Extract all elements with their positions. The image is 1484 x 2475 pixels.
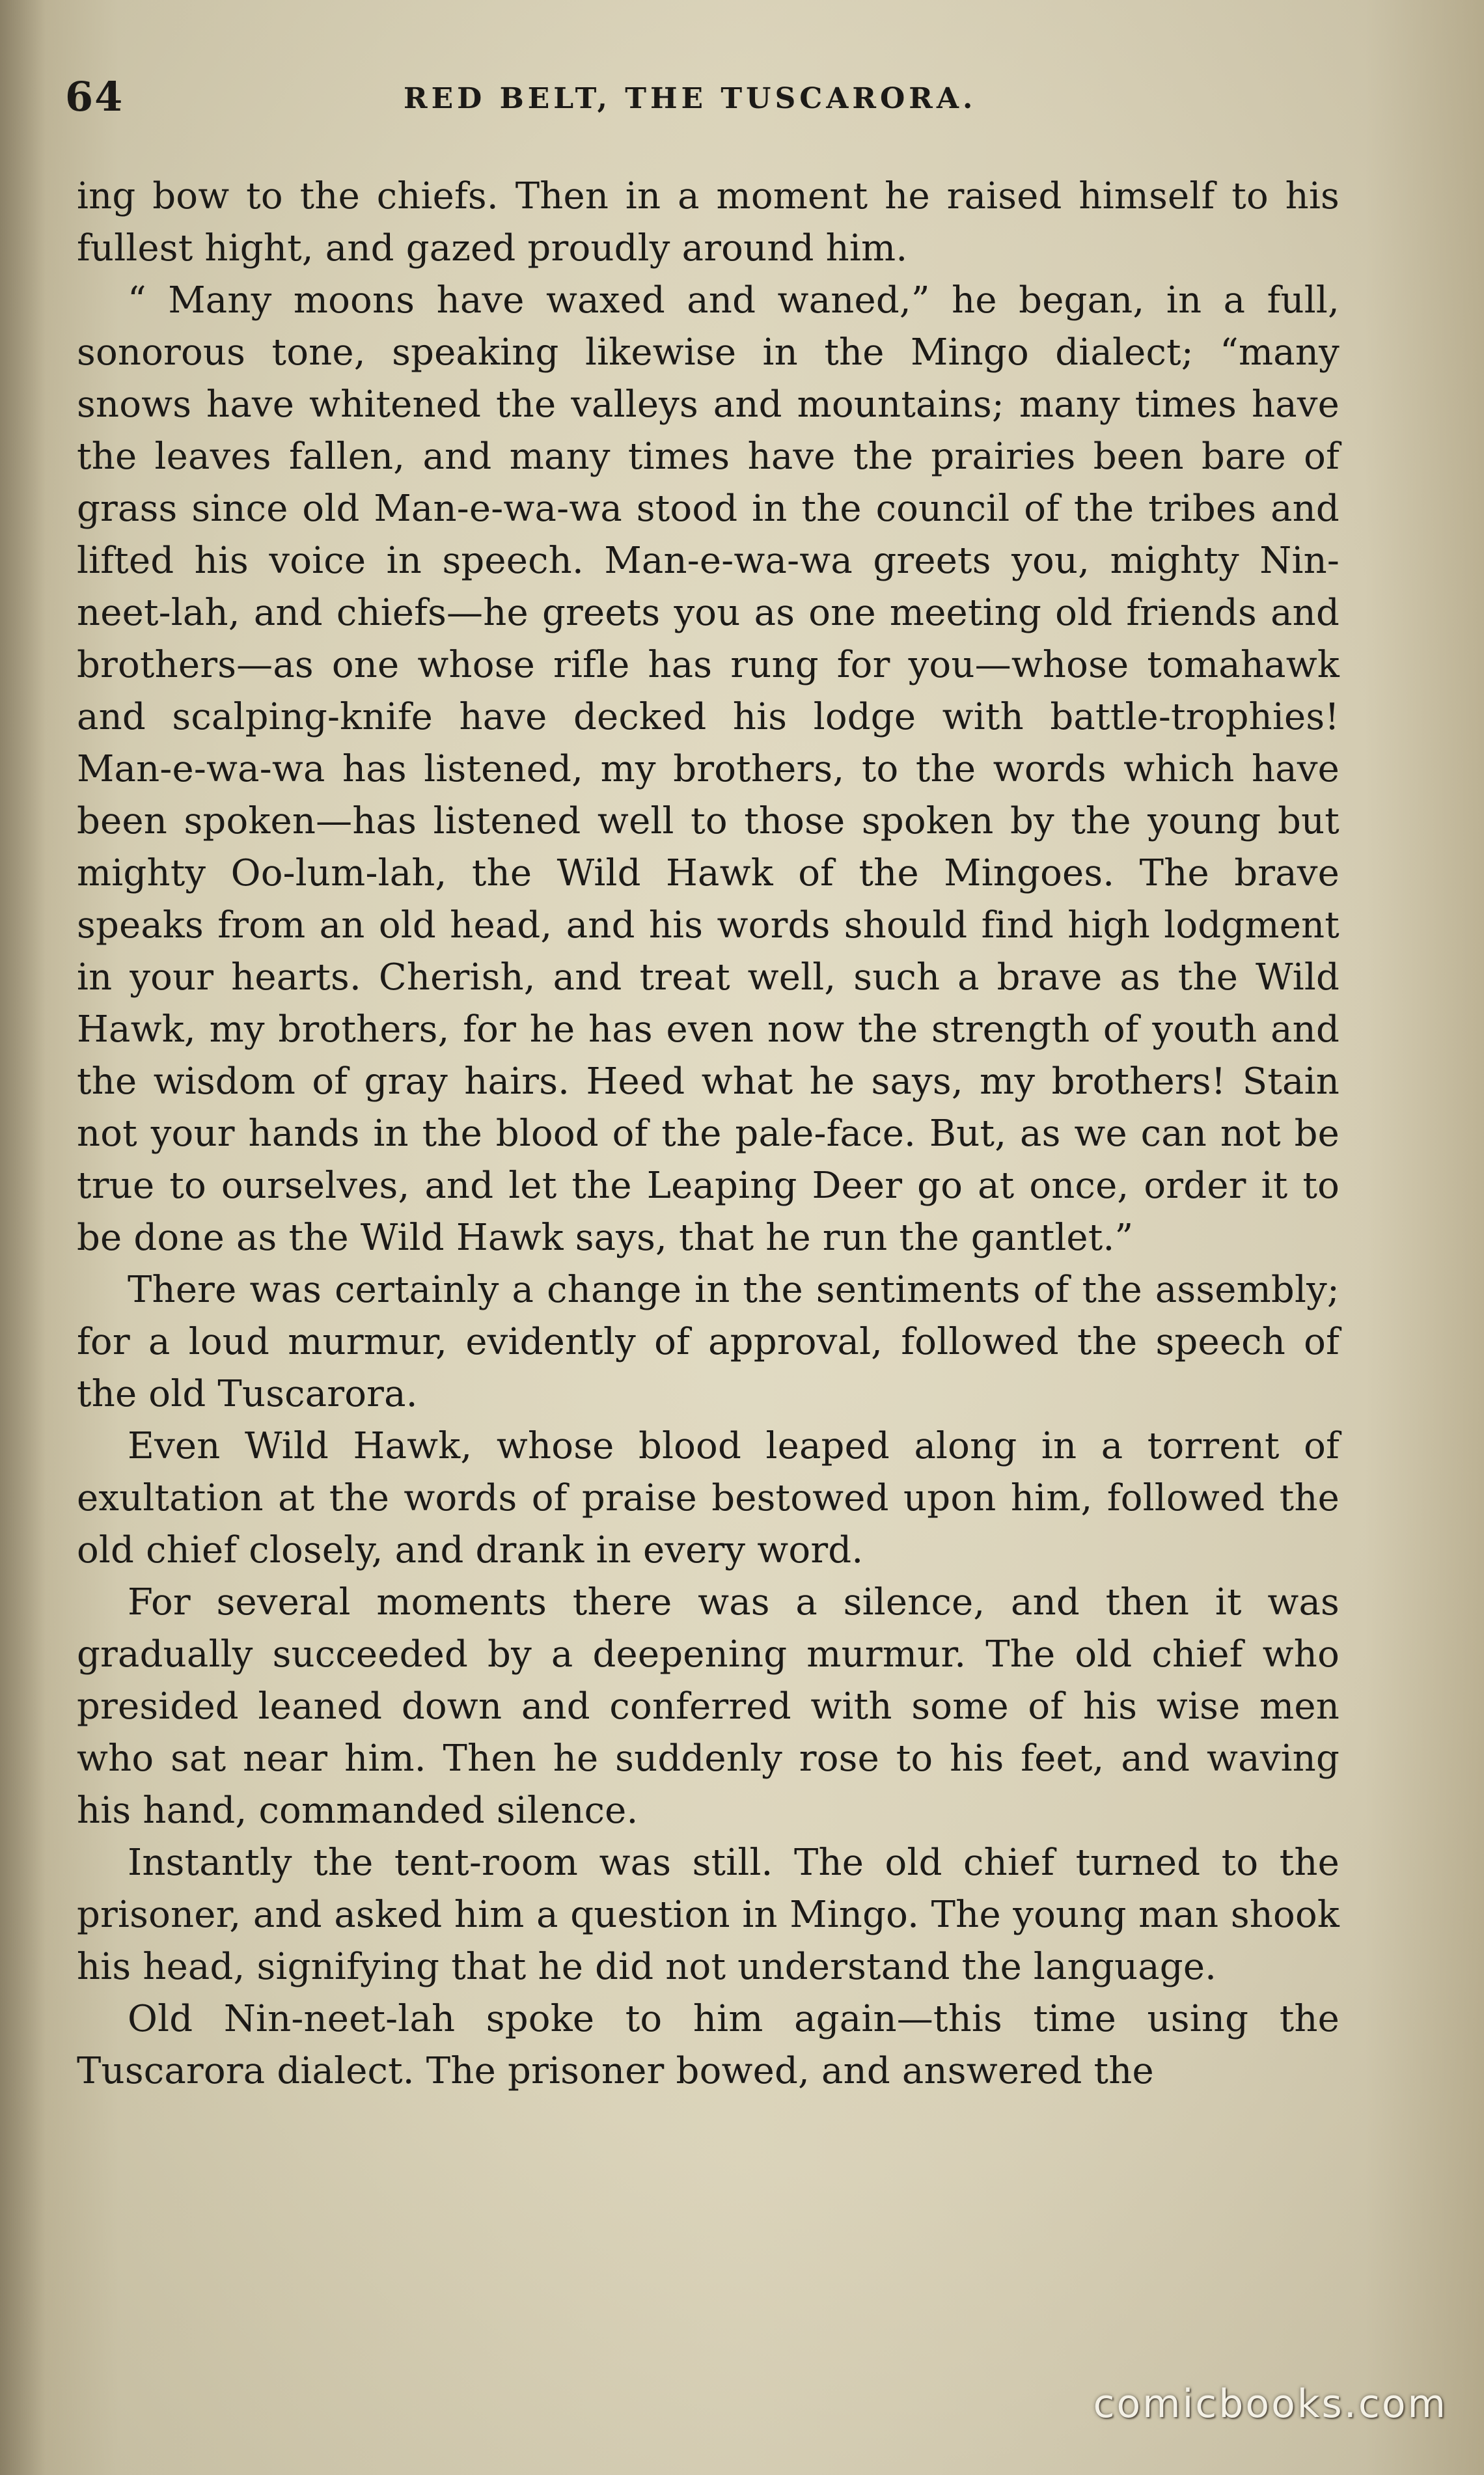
paragraph: ing bow to the chiefs. Then in a moment he raised himself to his fullest hight, and gazed proudly around him.	[77, 175, 1340, 270]
running-title: RED BELT, THE TUSCARORA.	[404, 82, 977, 115]
paragraph: For several moments there was a silence, and then it was gradually succeeded by a deepening murmur. The old chief who presided leaned down and conferred with some of his wise men who sat near him. Then he suddenly rose to his feet, and waving his hand, commanded silence.	[77, 1581, 1340, 1832]
page-gutter-shadow	[0, 0, 46, 2475]
body-text	[77, 171, 1340, 2097]
paragraph: “ Many moons have waxed and waned,” he began, in a full, sonorous tone, speaking likewise in the Mingo dialect; “many snows have whitened the valleys and mountains; many times have the leaves fallen, and many times have the prairies been bare of grass since old Man-e-wa-wa stood in the council of the tribes and lifted his voice in speech. Man-e-wa-wa greets you, mighty Nin-neet-lah, and chiefs—he greets you as one meeting old friends and brothers—as one whose rifle has rung for you—whose tomahawk and scalping-knife have decked his lodge with battle-trophies! Man-e-wa-wa has listened, my brothers, to the words which have been spoken—has listened well to those spoken by the young but mighty Oo-lum-lah, the Wild Hawk of the Mingoes. The brave speaks from an old head, and his words should find high lodgment in your hearts. Cherish, and treat well, such a brave as the Wild Hawk, my brothers, for he has even now the strength of youth and the wisdom of gray hairs. Heed what he says, my brothers! Stain not your hands in the blood of the pale-face. But, as we can not be true to ourselves, and let the Leaping Deer go at once, order it to be done as the Wild Hawk says, that he run the gantlet.”	[77, 279, 1340, 1259]
paragraph: Instantly the tent-room was still. The old chief turned to the prisoner, and asked him a question in Mingo. The young man shook his head, signifying that he did not understand the language.	[77, 1842, 1340, 1988]
paragraph: Even Wild Hawk, whose blood leaped along in a torrent of exultation at the words of praise bestowed upon him, followed the old chief closely, and drank in every word.	[77, 1425, 1340, 1571]
page-header	[65, 73, 1367, 125]
paragraph: Old Nin-neet-lah spoke to him again—this time using the Tuscarora dialect. The prisoner bowed, and answered the	[77, 1998, 1340, 2092]
page-number: 64	[65, 73, 124, 120]
watermark: comicbooks.com	[1093, 2381, 1448, 2427]
paragraph: There was certainly a change in the sentiments of the assembly; for a loud murmur, evidently of approval, followed the speech of the old Tuscarora.	[77, 1269, 1340, 1415]
